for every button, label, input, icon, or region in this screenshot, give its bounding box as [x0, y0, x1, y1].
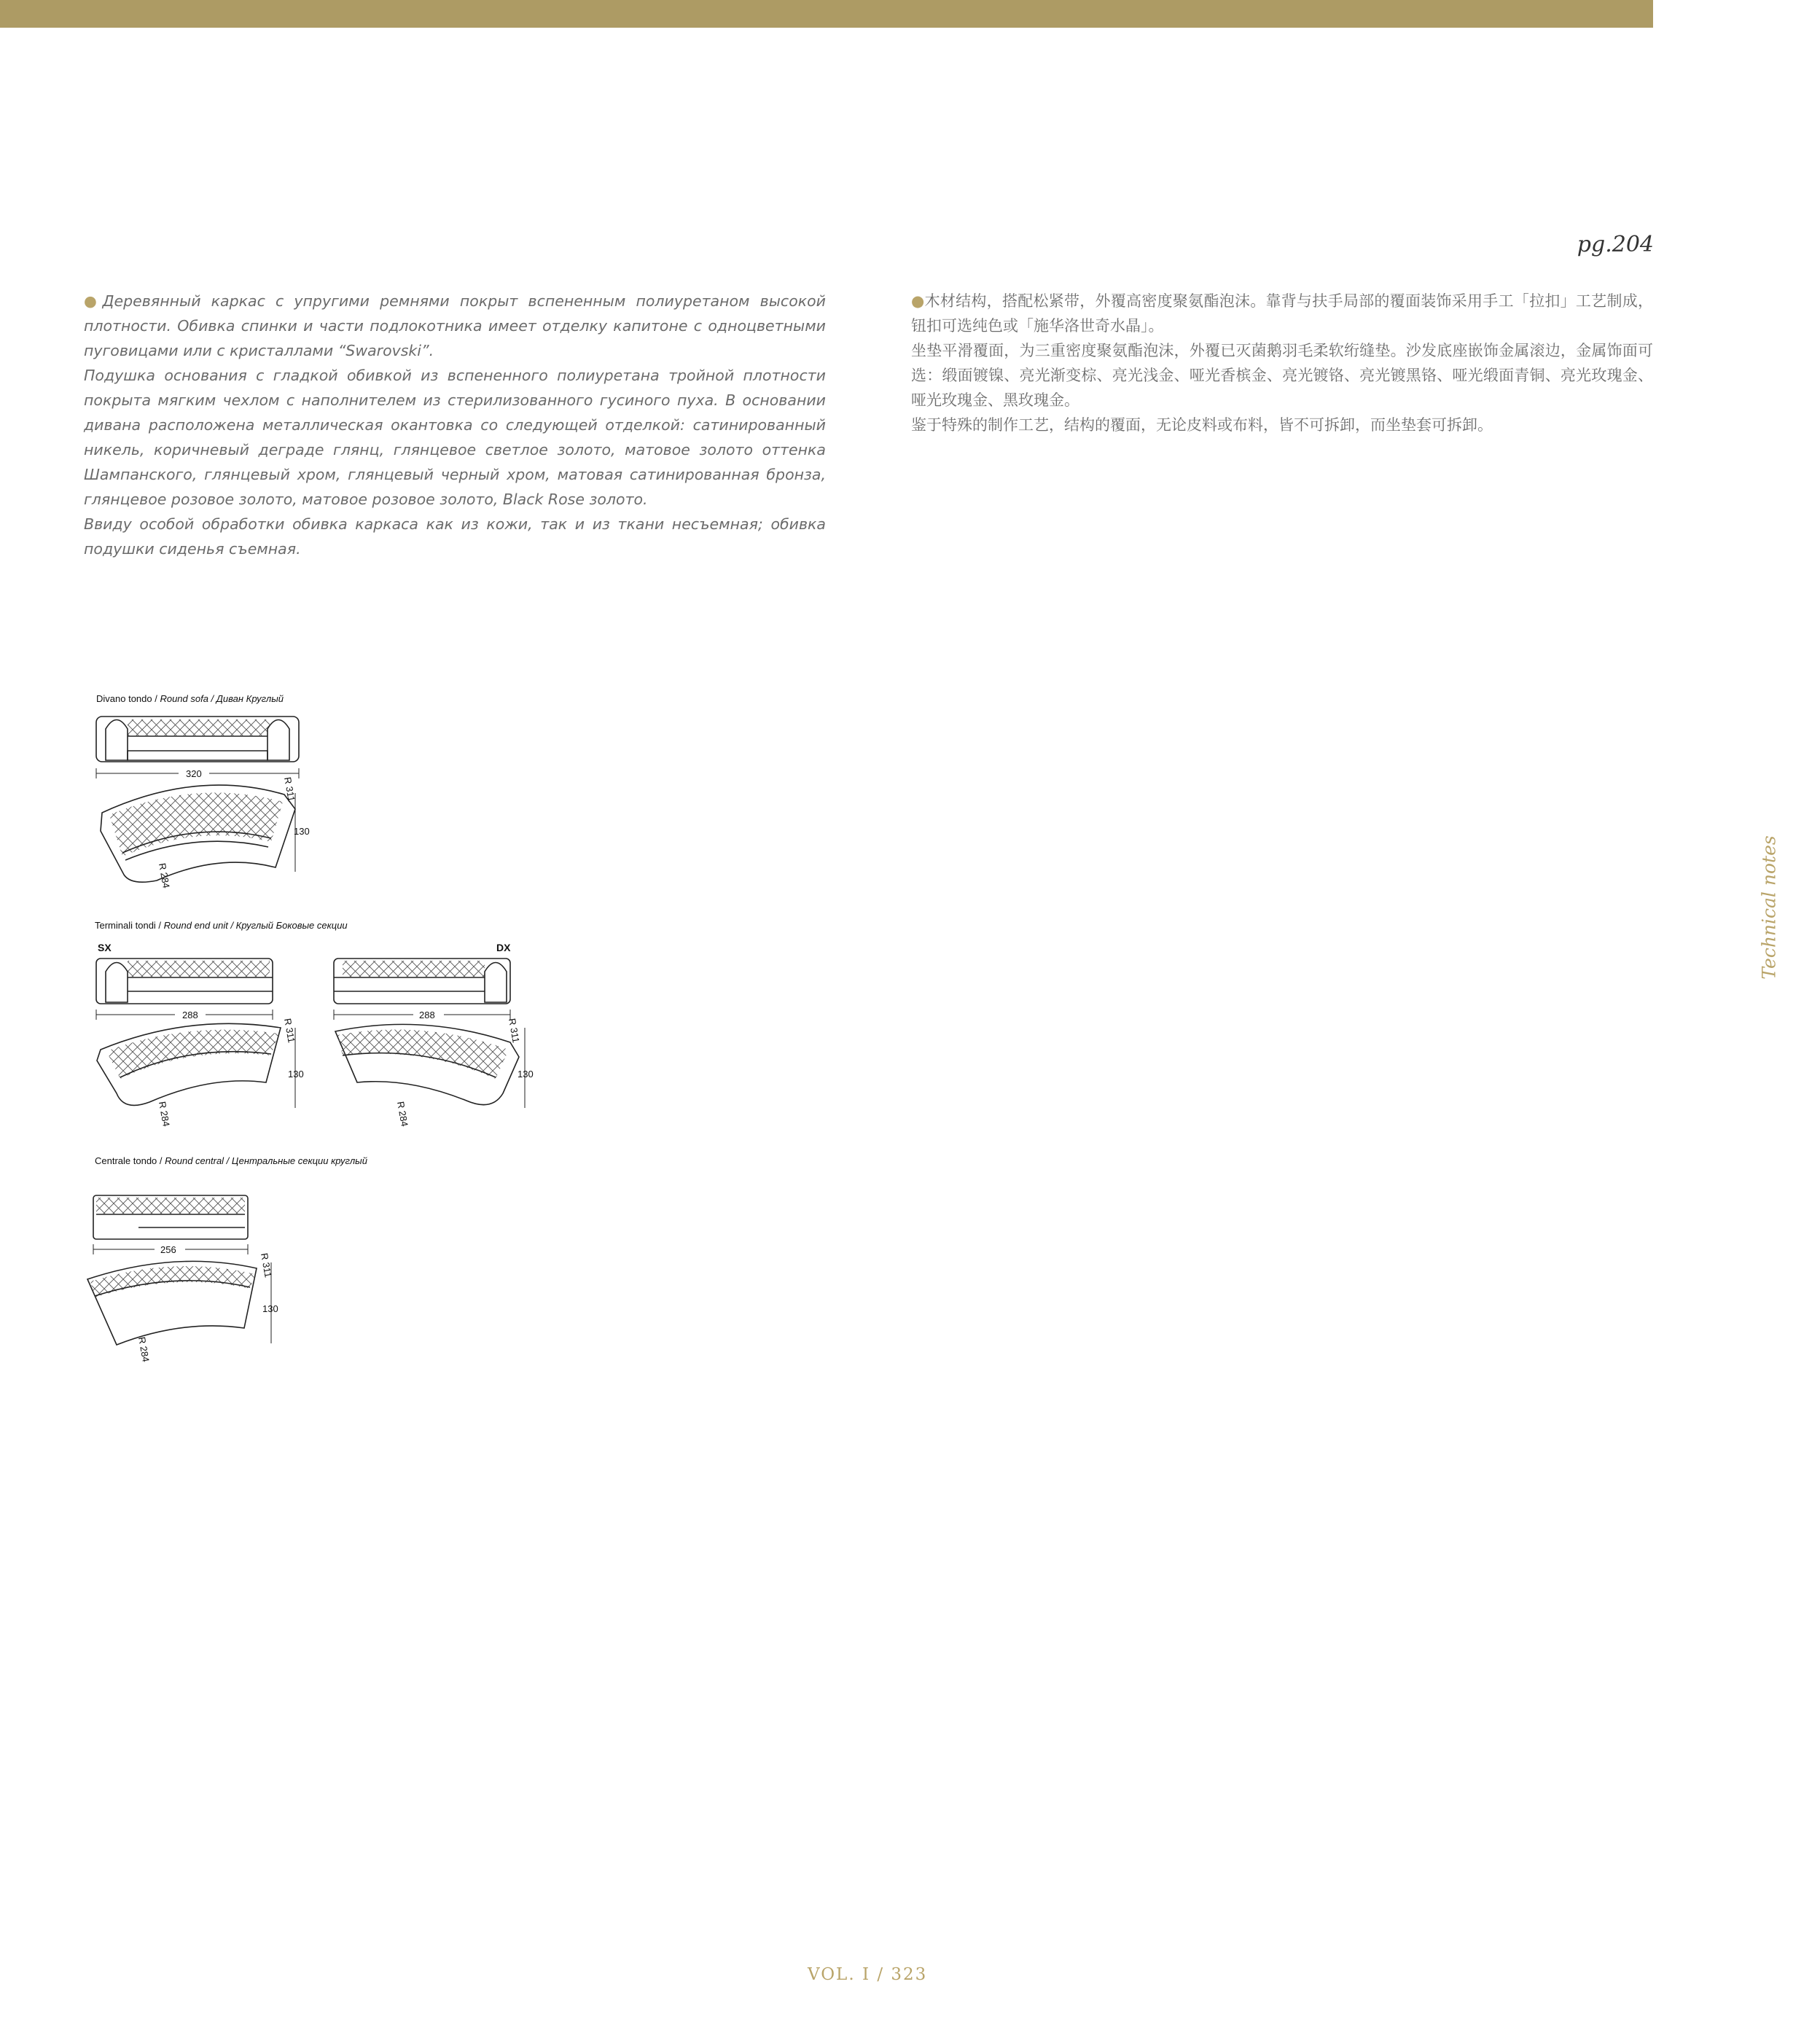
- round-central-front-view: [93, 1195, 248, 1239]
- dim-round-end-dx-radius-outer: R 311: [507, 1017, 522, 1044]
- dim-round-end-sx-radius-outer: R 311: [282, 1017, 297, 1044]
- round-end-sx-front-view: [96, 959, 273, 1004]
- ru-paragraph-2: Подушка основания с гладкой обивкой из вспененного полиуретана тройной плотности покрыта мягким чехлом с наполнителем из стерилизованного гусиного пуха. В основании дивана расположена металлическая окантовка со следующей отделкой: сатинированный никель, коричневый деграде глянц, глянцевое светлое золото, матовое золото оттенка Шампанского, глянцевый хром, глянцевый черный хром, матовая сатинированная бронза, глянцевое розовое золото, матовое розовое золото, Black Rose золото.: [84, 367, 826, 508]
- dim-round-central-radius-inner: R 284: [136, 1335, 152, 1363]
- round-end-dx-front-view: [334, 959, 510, 1004]
- dim-round-end-sx-depth: 130: [288, 1069, 304, 1080]
- dim-round-central-depth: 130: [262, 1303, 278, 1314]
- dim-round-sofa-width: 320: [186, 768, 202, 779]
- round-sofa-front-view: [96, 717, 299, 762]
- zh-paragraph-2: 坐垫平滑覆面，为三重密度聚氨酯泡沫，外覆已灭菌鹅羽毛柔软绗缝垫。沙发底座嵌饰金属滚边，金属饰面可选：缎面镀镍、亮光渐变棕、亮光浅金、哑光香槟金、亮光镀铬、亮光镀黑铬、哑光缎面青铜、亮光玫瑰金、哑光玫瑰金、黑玫瑰金。: [911, 342, 1653, 409]
- footer-volume-page: VOL. I / 323: [808, 1965, 928, 1984]
- dim-round-end-dx-width: 288: [419, 1010, 435, 1020]
- dim-round-end-sx-width: 288: [182, 1010, 198, 1020]
- dim-round-end-sx-radius-inner: R 284: [157, 1100, 172, 1128]
- round-central-plan-view: [87, 1261, 271, 1345]
- bullet-icon: ●: [911, 292, 925, 310]
- ru-paragraph-1: ●Деревянный каркас с упругими ремнями покрыт вспененным полиуретаном высокой плотности. Обивка спинки и части подлокотника имеет отделку капитоне с одноцветными пуговицами или с кристаллами “Swarovski”.: [84, 292, 826, 359]
- dim-round-sofa-depth: 130: [294, 826, 310, 837]
- round-end-sx-plan-view: [97, 1023, 295, 1108]
- dim-round-central-width: 256: [160, 1244, 176, 1255]
- dim-round-central-radius-outer: R 311: [259, 1252, 274, 1278]
- zh-paragraph-1: ●木材结构，搭配松紧带，外覆高密度聚氨酯泡沫。靠背与扶手局部的覆面装饰采用手工「拉扣」工艺制成，钮扣可选纯色或「施华洛世奇水晶」。: [911, 292, 1653, 335]
- round-sofa-plan-view: [101, 785, 295, 882]
- dim-round-end-dx-depth: 130: [518, 1069, 534, 1080]
- tag-right-dx: DX: [496, 942, 511, 953]
- page-reference: pg.204: [1577, 232, 1654, 257]
- dim-round-end-dx-radius-inner: R 284: [395, 1100, 410, 1128]
- caption-round-sofa: Divano tondo / Round sofa / Диван Круглый: [96, 693, 284, 704]
- caption-round-end: Terminali tondi / Round end unit / Круглый Боковые секции: [95, 920, 348, 931]
- bullet-icon: ●: [84, 292, 103, 310]
- caption-round-central: Centrale tondo / Round central / Центральные секции круглый: [95, 1155, 367, 1166]
- dim-round-sofa-radius-inner: R 284: [157, 862, 172, 889]
- tag-left-sx: SX: [98, 942, 112, 953]
- ru-paragraph-3: Ввиду особой обработки обивка каркаса как из кожи, так и из ткани несъемная; обивка подушки сиденья съемная.: [84, 515, 826, 558]
- round-end-dx-plan-view: [335, 1024, 525, 1108]
- dim-round-sofa-radius-outer: R 311: [282, 776, 297, 803]
- side-section-label: Technical notes: [1758, 835, 1780, 980]
- zh-paragraph-3: 鉴于特殊的制作工艺，结构的覆面，无论皮料或布料，皆不可拆卸，而坐垫套可拆卸。: [911, 416, 1493, 434]
